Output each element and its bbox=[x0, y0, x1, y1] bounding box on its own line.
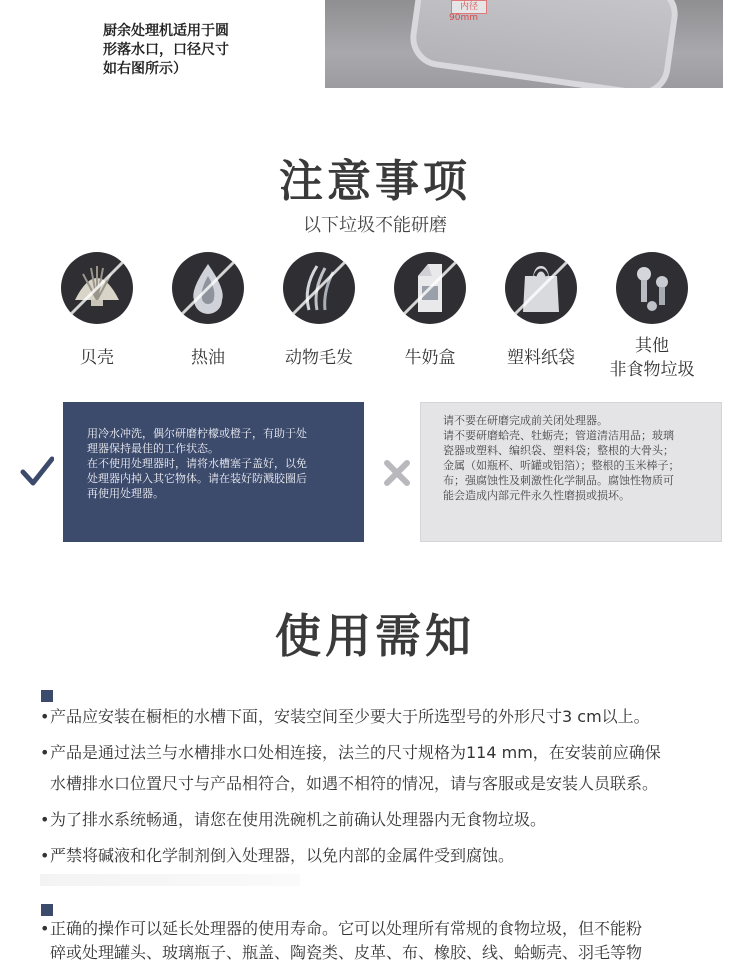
plastic-bag-icon bbox=[505, 252, 577, 324]
prohibited-line: 请不要研磨蛤壳、牡蛎壳；管道清洁用品；玻璃 bbox=[443, 429, 674, 442]
banned-item-plastic-bag bbox=[481, 252, 601, 370]
item-label-line: 其他 bbox=[635, 336, 669, 356]
diameter-value: 90mm bbox=[449, 13, 478, 23]
faded-text-strip bbox=[40, 874, 300, 886]
item-label: 塑料纸袋 bbox=[507, 348, 575, 368]
recommended-line: 用冷水冲洗，偶尔研磨柠檬或橙子，有助于处 bbox=[87, 427, 307, 440]
bullet-text: 碎或处理罐头、玻璃瓶子、瓶盖、陶瓷类、皮革、布、橡胶、线、蛤蛎壳、羽毛等物 bbox=[50, 944, 643, 960]
top-note-line: 厨余处理机适用于圆 bbox=[103, 23, 229, 39]
milk-carton-icon bbox=[394, 252, 466, 324]
top-note-line: 形落水口，口径尺寸 bbox=[103, 42, 229, 58]
prohibited-line: 瓷器或塑料、编织袋、塑料袋；整根的大骨头； bbox=[443, 444, 674, 457]
banned-item-shell bbox=[37, 252, 157, 370]
banned-item-hair bbox=[259, 252, 379, 370]
prohibited-line: 布；强腐蚀性及刺激性化学制品。腐蚀性物质可 bbox=[443, 474, 674, 487]
item-label: 贝壳 bbox=[80, 348, 114, 368]
notice-title: 注意事项 bbox=[279, 156, 471, 207]
prohibited-line: 金属（如瓶杯、听罐或铝箔）；整根的玉米棒子； bbox=[443, 459, 680, 472]
hair-icon bbox=[283, 252, 355, 324]
item-label: 热油 bbox=[191, 348, 225, 368]
usage-bullet: •产品应安装在橱柜的水槽下面，安装空间至少要大于所选型号的外形尺寸3 cm以上。 bbox=[40, 707, 650, 726]
sink-drain-photo bbox=[325, 0, 723, 88]
cross-icon bbox=[382, 458, 412, 488]
item-label bbox=[592, 334, 712, 382]
bullet-text: 产品应安装在橱柜的水槽下面，安装空间至少要大于所选型号的外形尺寸3 cm以上。 bbox=[50, 707, 650, 726]
item-label-line: 非食物垃圾 bbox=[609, 360, 695, 380]
prohibited-line: 能会造成内部元件永久性磨损或损坏。 bbox=[443, 489, 630, 502]
usage-bullet: •产品是通过法兰与水槽排水口处相连接，法兰的尺寸规格为114 mm，在安装前应确保 bbox=[40, 743, 661, 762]
shell-icon bbox=[61, 252, 133, 324]
top-note-line: 如右图所示） bbox=[103, 61, 187, 77]
item-label: 动物毛发 bbox=[285, 348, 353, 368]
usage-bullet-continued bbox=[40, 944, 740, 960]
bullet-text: 水槽排水口位置尺寸与产品相符合，如遇不相符的情况，请与客服或是安装人员联系。 bbox=[50, 774, 659, 793]
item-label: 牛奶盒 bbox=[404, 348, 456, 368]
prohibited-usage-box bbox=[420, 402, 722, 542]
banned-item-other bbox=[592, 252, 712, 382]
bullet-text: 为了排水系统畅通，请您在使用洗碗机之前确认处理器内无食物垃圾。 bbox=[50, 810, 547, 829]
usage-bullet-continued bbox=[40, 767, 750, 801]
sink-rim bbox=[406, 0, 681, 88]
bullet-text: 严禁将碱液和化学制剂倒入处理器，以免内部的金属件受到腐蚀。 bbox=[50, 846, 515, 865]
screws-icon bbox=[616, 252, 688, 324]
recommended-line: 处理器内掉入其它物体。请在装好防溅胶圈后 bbox=[87, 472, 307, 485]
recommended-line: 在不使用处理器时，请将水槽塞子盖好，以免 bbox=[87, 457, 307, 470]
recommended-line: 理器保持最佳的工作状态。 bbox=[87, 442, 219, 455]
diameter-label: 内径 bbox=[451, 0, 487, 14]
oil-drop-icon bbox=[172, 252, 244, 324]
prohibited-line: 请不要在研磨完成前关闭处理器。 bbox=[443, 414, 608, 427]
check-icon bbox=[20, 455, 54, 489]
bullet-text: 产品是通过法兰与水槽排水口处相连接，法兰的尺寸规格为114 mm，在安装前应确保 bbox=[50, 743, 661, 762]
usage-bullet: •严禁将碱液和化学制剂倒入处理器，以免内部的金属件受到腐蚀。 bbox=[40, 846, 515, 865]
banned-item-oil bbox=[148, 252, 268, 370]
usage-bullet: •正确的操作可以延长处理器的使用寿命。它可以处理所有常规的食物垃圾，但不能粉 bbox=[40, 919, 643, 938]
bullet-text: 正确的操作可以延长处理器的使用寿命。它可以处理所有常规的食物垃圾，但不能粉 bbox=[50, 919, 643, 938]
notice-subtitle: 以下垃圾不能研磨 bbox=[303, 215, 447, 236]
recommended-usage-box bbox=[63, 402, 364, 542]
banned-item-milk-carton bbox=[370, 252, 490, 370]
recommended-line: 再使用处理器。 bbox=[87, 487, 164, 500]
usage-title: 使用需知 bbox=[275, 609, 475, 663]
usage-bullet: •为了排水系统畅通，请您在使用洗碗机之前确认处理器内无食物垃圾。 bbox=[40, 810, 547, 829]
top-note bbox=[103, 22, 263, 79]
